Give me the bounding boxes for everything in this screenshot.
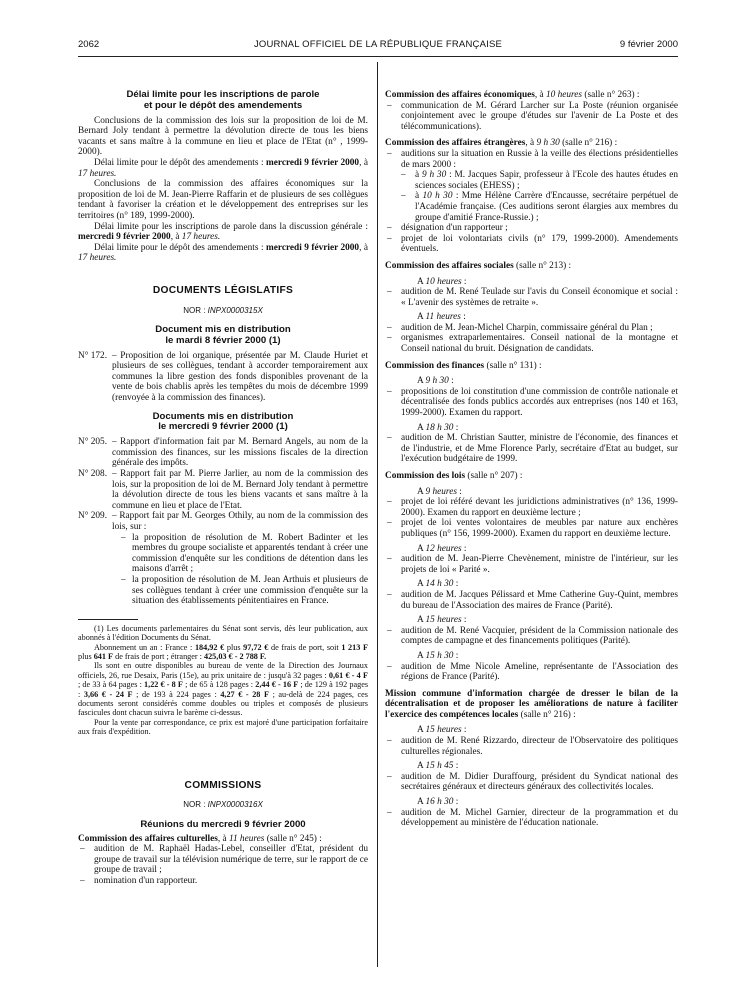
footnote-text: Ils sont en outre disponibles au bureau de vente de la Direction des Journaux officiels, 26, rue Desaix, Paris (15e), au prix unitaire de : jusqu'à 32 pages : 0,61 € - 4 F ; de 33 à 64 pages : 1,22 € - 8 F ; de 65 à 128 pages : 2,44 € - 16 F ; de 129 à 192 pages : 3,66 € - 24 F ; de 193 à 224 pages : 4,27 € - 28 F ; au-delà de 224 pages, ces documents seront considérés comme doubles ou triples et composés de plusieurs fascicules dont chacun suivra le barème ci-dessus. (78, 661, 369, 718)
page-number: 2062 (78, 39, 100, 50)
footnotes (78, 624, 368, 737)
time-slot: A 11 heures : (417, 312, 466, 323)
time-slot: A 15 h 30 : (417, 650, 459, 661)
agenda-item: – audition de M. René Rizzardo, directeur de l'Observatoire des politiques culturelles régionales. (387, 736, 678, 757)
time-slot: A 14 h 30 : (417, 579, 459, 590)
time-slot: A 18 h 30 : (417, 422, 459, 433)
time-slot: A 15 h 45 : (417, 761, 459, 772)
agenda-item: – projet de loi ventes volontaires de meubles par nature aux enchères publiques (n° 156, 1999-2000). Examen du rapport en deuxième lecture. (387, 518, 678, 539)
time-slot: A 9 heures : (417, 486, 462, 497)
agenda-item: – désignation d'un rapporteur ; (387, 223, 508, 234)
agenda-item: – communication de M. Gérard Larcher sur La Poste (réunion organisée conjointement avec le groupe d'études sur l'avenir de La Poste et des télécommunications). (387, 100, 678, 132)
delai-paragraph: Délai limite pour les inscriptions de parole dans la discussion générale : mercredi 9 février 2000, à 17 heures. (78, 221, 368, 243)
agenda-item: – nomination d'un rapporteur. (80, 875, 198, 886)
document-subitem: – la proposition de résolution de M. Robert Badinter et les membres du groupe socialiste et apparentés tendant à créer une commission d'enquête sur les conditions de détention dans les maisons d'arrêt ; (121, 532, 368, 575)
distribution-title-line1: Documents mis en distribution (152, 410, 294, 422)
header-rule (78, 56, 678, 57)
agenda-item: – audition de M. Michel Garnier, directeur de la programmation et du développement au ministère de l'éducation nationale. (387, 807, 678, 829)
mission-heading: Mission commune d'information chargée de dresser le bilan de la décentralisation et de proposer les améliorations de nature à faciliter l'exercice des compétences locales (salle n° 216) : (385, 688, 678, 720)
footnote-separator (78, 619, 138, 620)
reunions-title: Réunions du mercredi 9 février 2000 (140, 818, 306, 830)
agenda-item: – audition de M. Jacques Pélissard et Mme Catherine Guy-Quint, membres du bureau de l'Association des maires de France (Parité). (387, 589, 678, 611)
distribution-title-line2: le mardi 8 février 2000 (1) (165, 334, 281, 346)
time-slot: A 16 h 30 : (417, 797, 459, 808)
distribution-title-line1: Document mis en distribution (155, 324, 291, 336)
agenda-item: – projet de loi volontariats civils (n° 179, 1999-2000). Amendements éventuels. (387, 233, 678, 255)
commission-heading: Commission des lois (salle n° 207) : (385, 471, 523, 481)
delai-title-line1: Délai limite pour les inscriptions de parole (126, 89, 320, 100)
distribution-title-line2: le mercredi 9 février 2000 (1) (158, 421, 288, 433)
commission-heading: Commission des affaires économiques, à 10 heures (salle n° 263) : (385, 90, 640, 100)
delai-paragraph: Conclusions de la commission des affaires économiques sur la proposition de loi de M. Jean-Pierre Raffarin et de plusieurs de ses collègues tendant à favoriser la création et le développement des entreprises sur les territoires (n° 189, 1999-2000). (78, 179, 368, 221)
section-title-commissions: COMMISSIONS (184, 779, 262, 791)
page-header (78, 40, 678, 54)
agenda-item: – audition de M. René Teulade sur l'avis du Conseil économique et social : « L'avenir des systèmes de retraite ». (387, 287, 678, 308)
left-column (78, 90, 368, 887)
agenda-item: – audition de M. Christian Sautter, ministre de l'économie, des finances et de l'industrie, et de Mme Florence Parly, secrétaire d'Etat au budget, sur l'exécution budgétaire de 1999. (387, 433, 678, 465)
document-entry-209: N° 209. – Rapport fait par M. Georges Othily, au nom de la commission des lois, sur : (78, 511, 368, 532)
time-slot: A 10 heures : (417, 276, 467, 287)
agenda-item: – audition de M. Jean-Pierre Chevènement, ministre de l'intérieur, sur les projets de loi « Parité ». (387, 554, 678, 575)
agenda-subitem: – à 9 h 30 : M. Jacques Sapir, professeur à l'Ecole des hautes études en sciences sociales (EHESS) ; (401, 170, 678, 191)
agenda-item: – organismes extraparlementaires. Conseil national de la montagne et Conseil national du bruit. Désignation de candidats. (387, 333, 678, 355)
delai-title-line2: et pour le dépôt des amendements (143, 99, 303, 111)
agenda-item: – auditions sur la situation en Russie à la veille des élections présidentielles de mars 2000 : (387, 148, 678, 170)
time-slot: A 15 heures : (417, 615, 467, 626)
footnote-text: Abonnement un an : France : 184,92 € plus 97,72 € de frais de port, soit 1 213 F plus 641 F de frais de port ; étranger : 425,03 € - 2 788 F. (78, 642, 368, 661)
document-subitem: – la proposition de résolution de M. Jean Arthuis et plusieurs de ses collègues tendant à créer une commission d'enquête sur la situation des établissements pénitentiaires en France. (121, 574, 368, 607)
agenda-item: – audition de M. René Vacquier, président de la Commission nationale des comptes de campagne et des financements politiques (Parité). (387, 625, 678, 647)
agenda-item: – audition de Mme Nicole Ameline, représentante de l'Association des régions de France (Parité). (387, 661, 678, 683)
commission-heading: Commission des affaires étrangères, à 9 h 30 (salle n° 216) : (385, 138, 618, 149)
footnote-text: Pour la vente par correspondance, ce prix est majoré d'une participation forfaitaire aux frais d'expédition. (78, 717, 368, 737)
document-entry-208: N° 208. – Rapport fait par M. Pierre Jarlier, au nom de la commission des lois, sur la proposition de loi de M. Bernard Joly tendant à permettre la dévolution directe de tous les biens vacants et sans maître à la commune en lieu et place de l'Etat. (78, 469, 368, 511)
commission-heading: Commission des finances (salle n° 131) : (385, 360, 542, 371)
agenda-item: – projet de loi référé devant les juridictions administratives (n° 136, 1999-2000). Examen du rapport en deuxième lecture ; (387, 497, 678, 518)
agenda-item: – audition de M. Raphaël Hadas-Lebel, conseiller d'Etat, président du groupe de travail sur la télévision numérique de terre, sur le rapport de ce groupe de travail ; (80, 844, 368, 876)
journal-title: JOURNAL OFFICIEL DE LA RÉPUBLIQUE FRANÇAISE (253, 39, 503, 50)
document-entry-172: N° 172. – Proposition de loi organique, présentée par M. Claude Huriet et plusieurs de ses collègues, tendant à accorder temporairement aux communes la libre gestion des fonds disponibles provenant de la vente de bois chablis après les tempêtes du mois de décembre 1999 (renvoyée à la commission des finances). (78, 350, 368, 404)
agenda-item: – audition de M. Jean-Michel Charpin, commissaire général du Plan ; (387, 322, 653, 333)
right-column (385, 90, 678, 829)
agenda-subitem: – à 10 h 30 : Mme Hélène Carrère d'Encausse, secrétaire perpétuel de l'Académie française. (Ces auditions seront élargies aux membres du groupe d'amitié France-Russie.) ; (401, 191, 679, 223)
section-title-documents: DOCUMENTS LÉGISLATIFS (152, 284, 294, 296)
document-entry-205: N° 205. – Rapport d'information fait par M. Bernard Angels, au nom de la commission des finances, sur les missions fiscales de la direction générale des impôts. (78, 437, 368, 469)
delai-paragraph: Conclusions de la commission des lois sur la proposition de loi de M. Bernard Joly tendant à permettre la dévolution directe de tous les biens vacants et sans maître à la commune en lieu et place de l'Etat (n° , 1999-2000). (78, 115, 368, 158)
delai-paragraph: Délai limite pour le dépôt des amendements : mercredi 9 février 2000, à 17 heures. (78, 157, 368, 179)
time-slot: A 12 heures : (417, 543, 467, 554)
delai-paragraph: Délai limite pour le dépôt des amendements : mercredi 9 février 2000, à 17 heures. (78, 242, 368, 264)
footnote-text: (1) Les documents parlementaires du Sénat sont servis, dès leur publication, aux abonnés à l'édition Documents du Sénat. (78, 623, 368, 643)
commission-heading: Commission des affaires culturelles, à 11 heures (salle n° 245) : (78, 833, 322, 844)
agenda-item: – propositions de loi constitution d'une commission de contrôle nationale et décentralisée des fonds publics accordés aux entreprises (nos 140 et 163, 1999-2000). Examen du rapport. (387, 386, 678, 419)
nor-reference: NOR : INPX0000315X (183, 305, 263, 315)
nor-reference: NOR : INPX0000316X (183, 800, 263, 810)
commission-heading: Commission des affaires sociales (salle n° 213) : (385, 260, 572, 271)
column-divider (377, 62, 378, 967)
time-slot: A 9 h 30 : (417, 376, 454, 387)
time-slot: A 15 heures : (417, 725, 467, 736)
issue-date: 9 février 2000 (619, 39, 678, 50)
agenda-item: – audition de M. Didier Duraffourg, président du Syndicat national des secrétaires généraux et directeurs généraux des collectivités locales. (387, 771, 678, 793)
